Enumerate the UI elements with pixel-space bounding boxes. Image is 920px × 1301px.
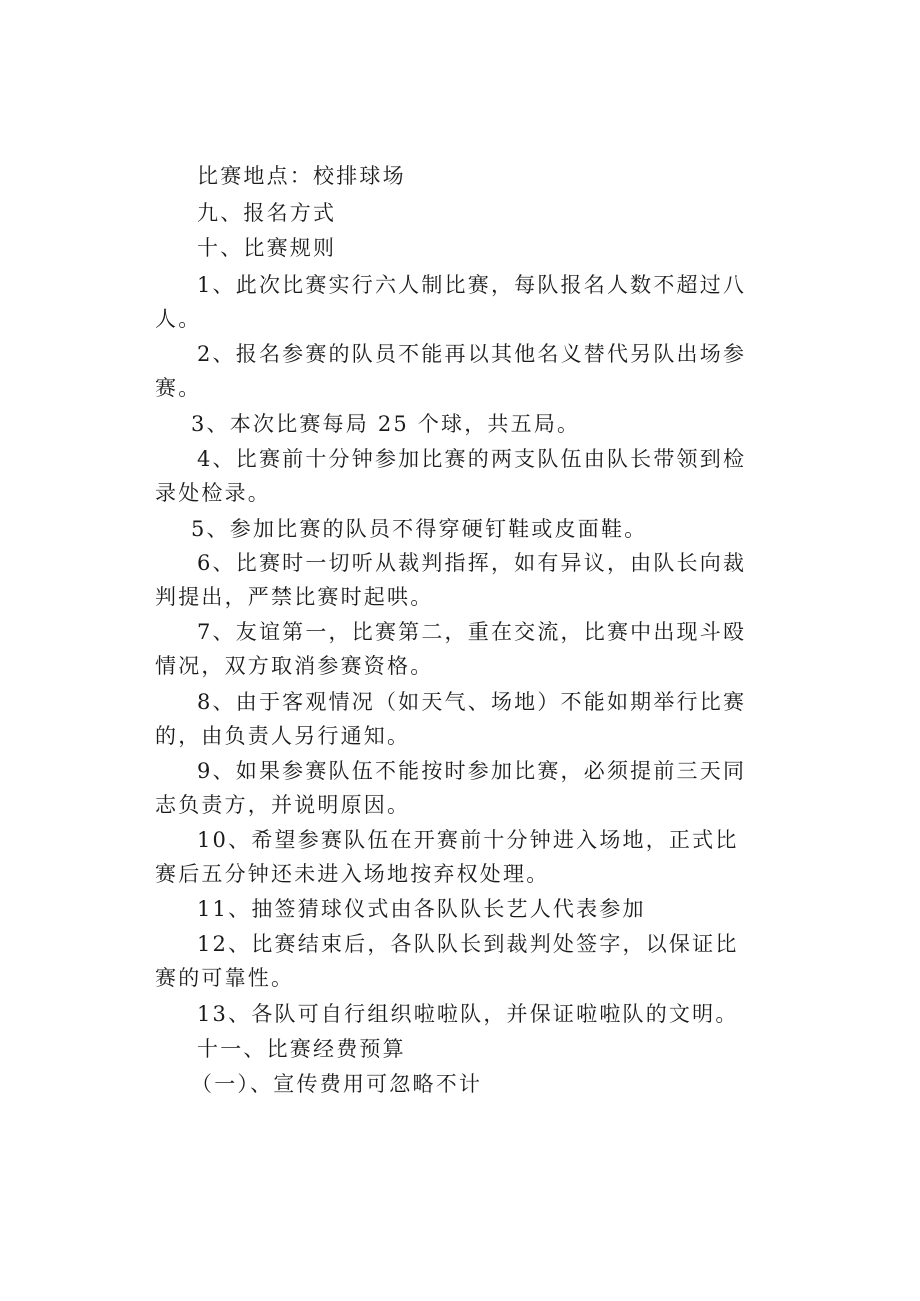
section-heading: 九、报名方式 (197, 201, 337, 225)
rule-item-continuation: 情况，双方取消参赛资格。 (155, 654, 434, 678)
rule-item: 11、抽签猜球仪式由各队队长艺人代表参加 (197, 897, 646, 921)
rule-item-continuation: 的，由负责人另行通知。 (155, 724, 411, 748)
paragraph-line: 比赛地点：校排球场 (197, 164, 406, 188)
rule-item: 3、本次比赛每局 25 个球，共五局。 (191, 412, 581, 436)
subsection-item: （一）、宣传费用可忽略不计 (191, 1072, 483, 1096)
rule-item: 10、希望参赛队伍在开赛前十分钟进入场地，正式比 (197, 828, 739, 852)
rule-item: 7、友谊第一，比赛第二，重在交流，比赛中出现斗殴 (197, 620, 747, 644)
section-heading: 十、比赛规则 (197, 236, 337, 260)
rule-item-continuation: 人。 (155, 307, 202, 331)
rule-item: 8、由于客观情况（如天气、场地）不能如期举行比赛 (197, 690, 747, 714)
rule-item-continuation: 赛的可靠性。 (155, 966, 295, 990)
rule-item: 13、各队可自行组织啦啦队，并保证啦啦队的文明。 (197, 1002, 739, 1026)
rule-item: 5、参加比赛的队员不得穿硬钉鞋或皮面鞋。 (191, 517, 648, 541)
rule-item-continuation: 判提出，严禁比赛时起哄。 (155, 585, 434, 609)
rule-item: 6、比赛时一切听从裁判指挥，如有异议，由队长向裁 (197, 551, 747, 575)
rule-item: 4、比赛前十分钟参加比赛的两支队伍由队长带领到检 (197, 447, 747, 471)
section-heading: 十一、比赛经费预算 (197, 1037, 406, 1061)
rule-item-continuation: 赛后五分钟还未进入场地按弃权处理。 (155, 862, 550, 886)
rule-item-continuation: 志负责方，并说明原因。 (155, 793, 411, 817)
rule-item: 1、此次比赛实行六人制比赛，每队报名人数不超过八 (197, 273, 747, 297)
rule-item-continuation: 赛。 (155, 376, 202, 400)
rule-item-continuation: 录处检录。 (155, 481, 271, 505)
rule-item: 12、比赛结束后，各队队长到裁判处签字，以保证比 (197, 932, 739, 956)
rule-item: 2、报名参赛的队员不能再以其他名义替代另队出场参 (197, 342, 747, 366)
rule-item: 9、如果参赛队伍不能按时参加比赛，必须提前三天同 (197, 759, 747, 783)
